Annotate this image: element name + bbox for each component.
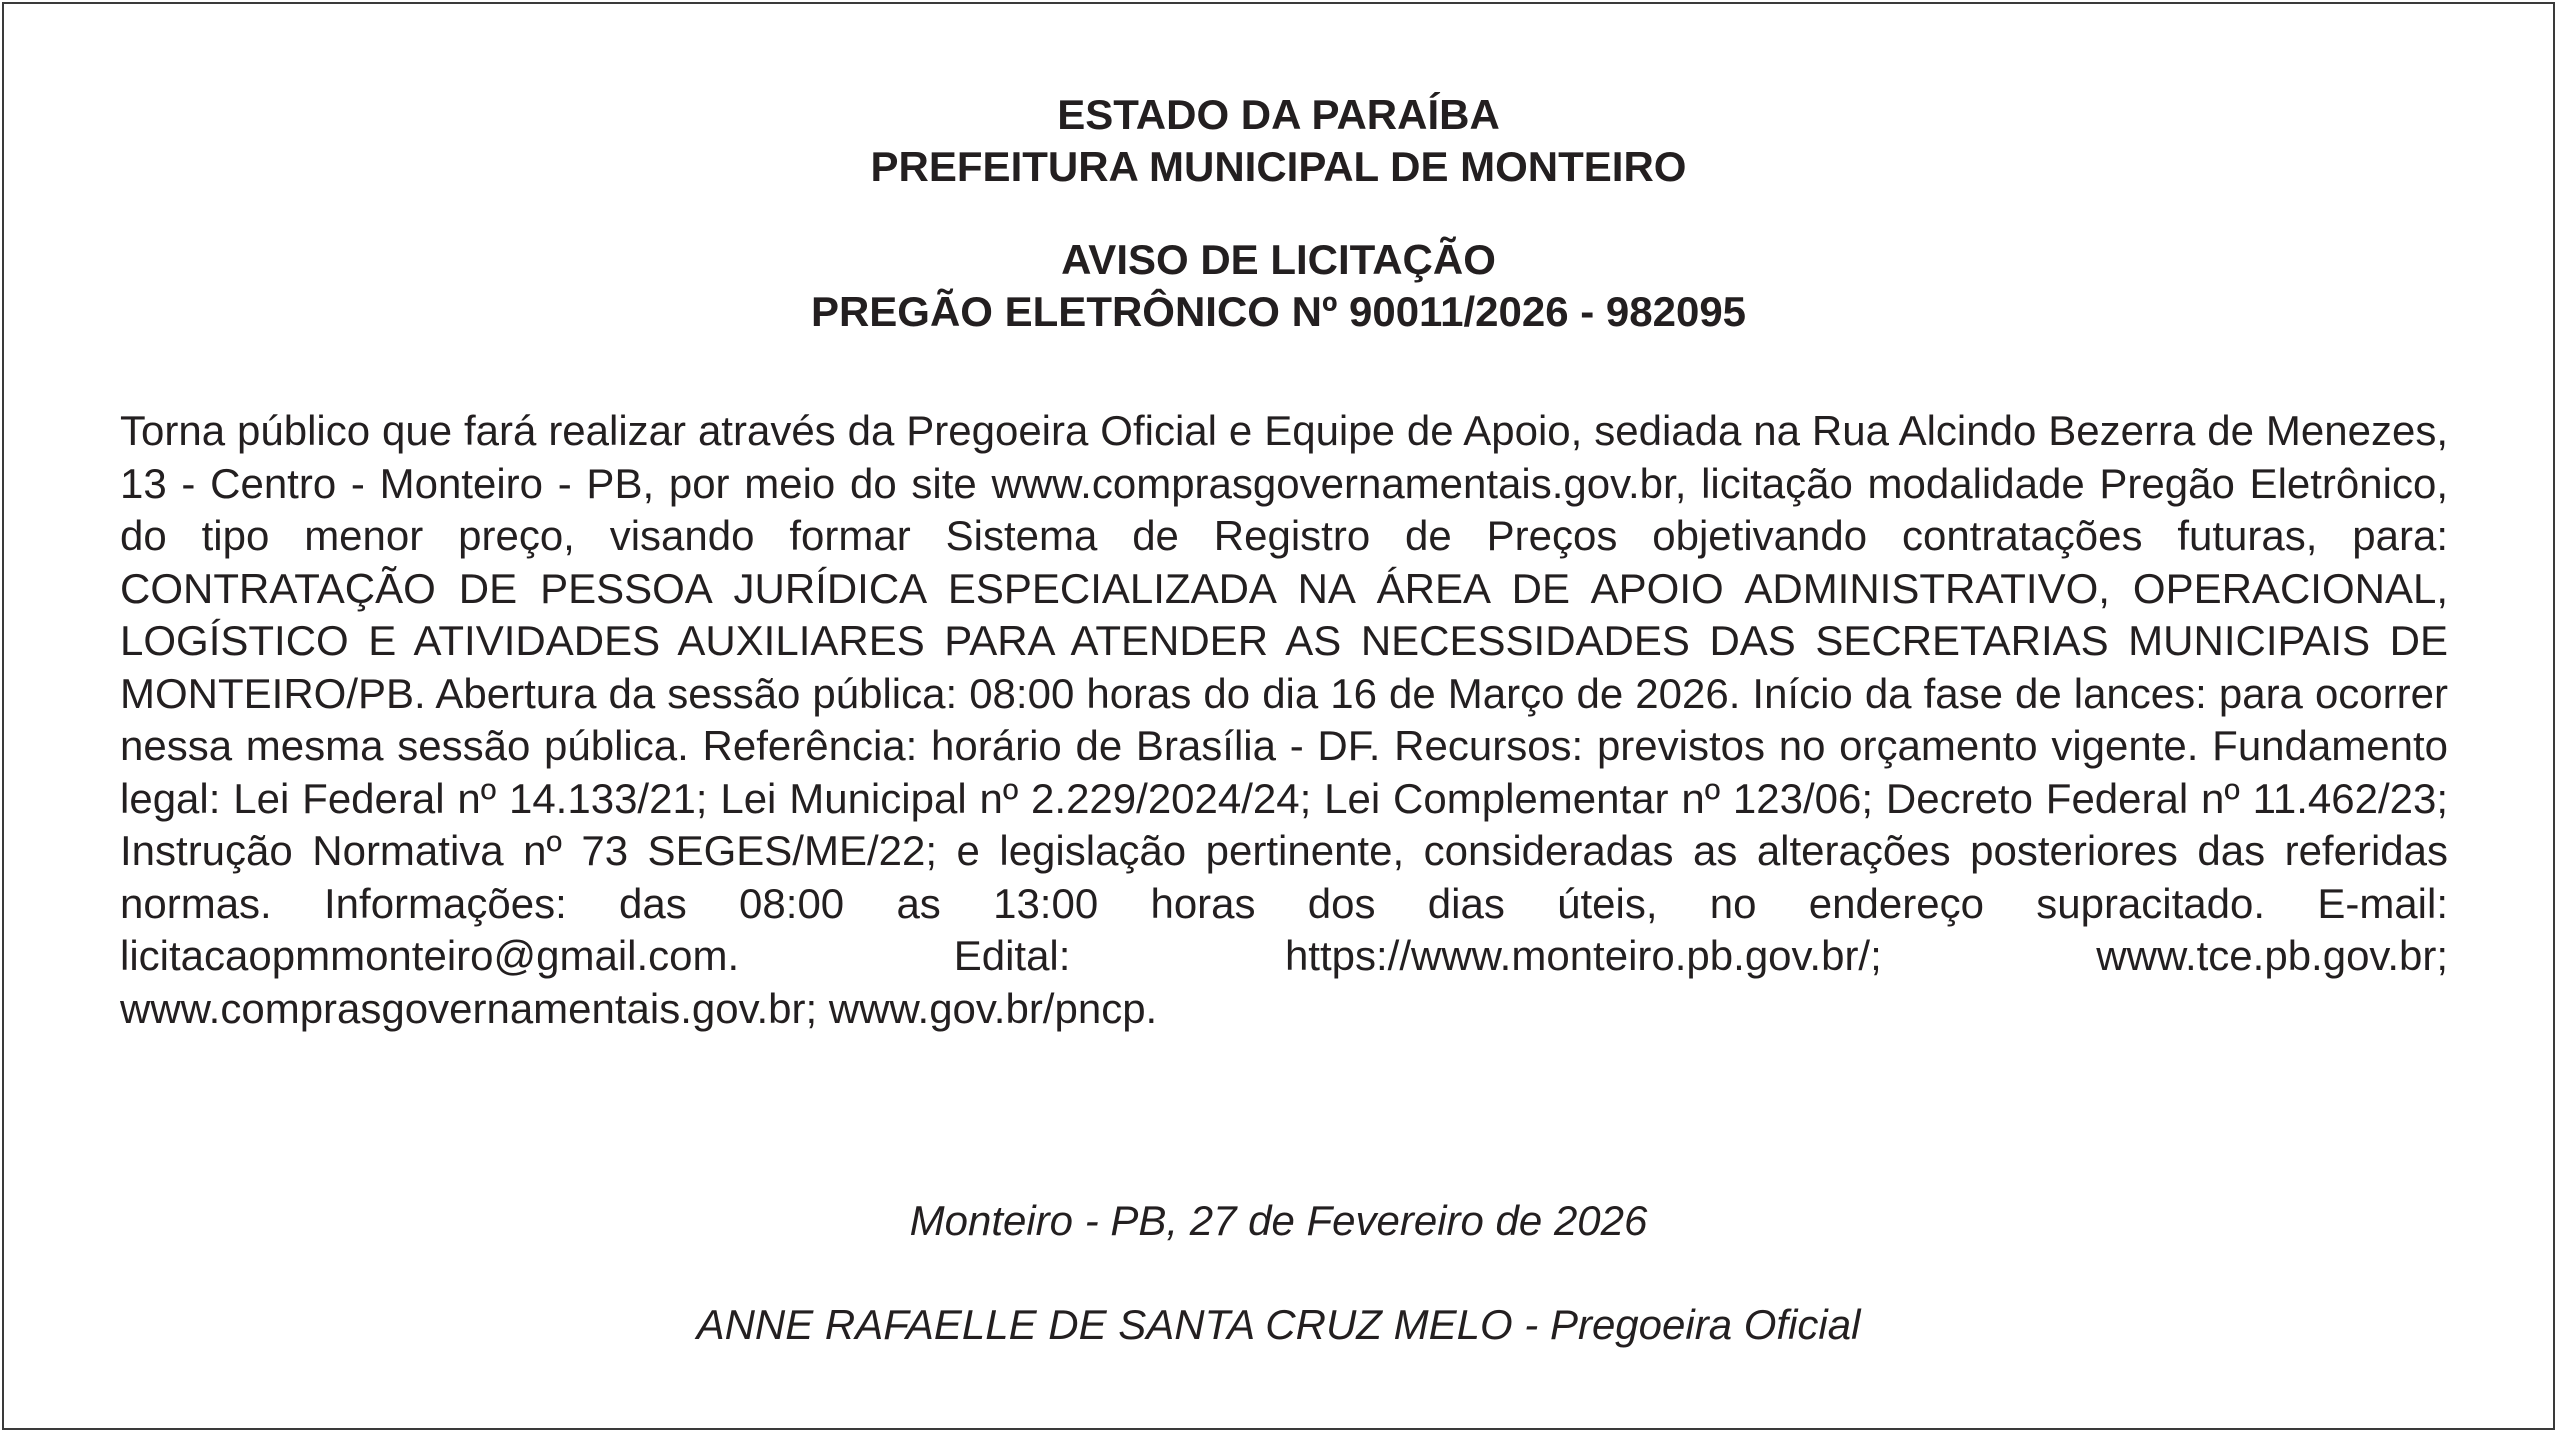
- notice-title: AVISO DE LICITAÇÃO: [1061, 236, 1496, 283]
- state-name: ESTADO DA PARAÍBA: [1057, 91, 1500, 138]
- notice-frame: [2, 2, 2555, 1430]
- notice-heading: [4, 234, 2553, 338]
- notice-subtitle: PREGÃO ELETRÔNICO Nº 90011/2026 - 982095: [810, 288, 1747, 335]
- issuer-header: [4, 89, 2553, 193]
- signature-line: ANNE RAFAELLE DE SANTA CRUZ MELO - Pregoeira Oficial: [696, 1301, 1861, 1348]
- place-date: Monteiro - PB, 27 de Fevereiro de 2026: [909, 1197, 1648, 1244]
- notice-body: Torna público que fará realizar através da Pregoeira Oficial e Equipe de Apoio, sediada na Rua Alcindo Bezerra de Menezes, 13 - Centro - Monteiro - PB, por meio do site www.comprasgovernamentais.gov.br, licitação modalidade Pregão Eletrônico, do tipo menor preço, visando formar Sistema de Registro de Preços objetivando contratações futuras, para: CONTRATAÇÃO DE PESSOA JURÍDICA ESPECIALIZADA NA ÁREA DE APOIO ADMINISTRATIVO, OPERACIONAL, LOGÍSTICO E ATIVIDADES AUXILIARES PARA ATENDER AS NECESSIDADES DAS SECRETARIAS MUNICIPAIS DE MONTEIRO/PB. Abertura da sessão pública: 08:00 horas do dia 16 de Março de 2026. Início da fase de lances: para ocorrer nessa mesma sessão pública. Referência: horário de Brasília - DF. Recursos: previstos no orçamento vigente. Fundamento legal: Lei Federal nº 14.133/21; Lei Municipal nº 2.229/2024/24; Lei Complementar nº 123/06; Decreto Federal nº 11.462/23; Instrução Normativa nº 73 SEGES/ME/22; e legislação pertinente, consideradas as alterações posteriores das referidas normas. Informações: das 08:00 as 13:00 horas dos dias úteis, no endereço supracitado. E-mail: licitacaopmmonteiro@gmail.com. Edital: https://www.monteiro.pb.gov.br/; www.tce.pb.gov.br; www.comprasgovernamentais.gov.br; www.gov.br/pncp.: [120, 407, 2448, 1032]
- municipality-name: PREFEITURA MUNICIPAL DE MONTEIRO: [870, 143, 1687, 190]
